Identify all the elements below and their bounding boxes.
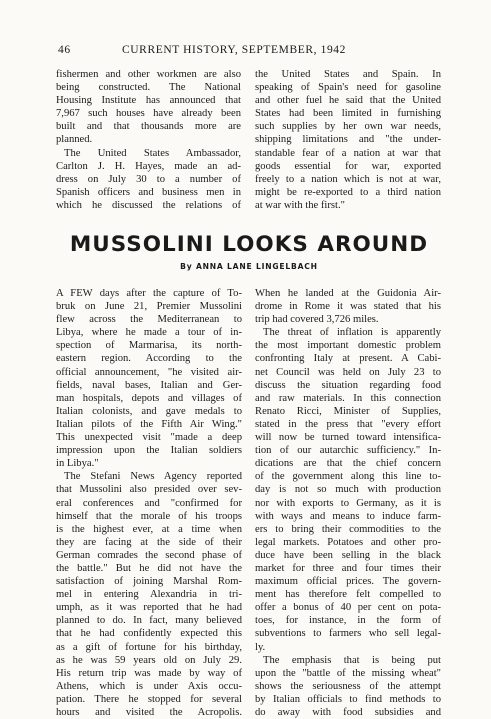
- text-line: eastern region. According to the: [56, 353, 242, 365]
- text-line: Renato Ricci, Minister of Supplies,: [255, 405, 441, 417]
- journal-header: CURRENT HISTORY, SEPTEMBER, 1942: [122, 44, 347, 56]
- text-line: the most important domestic problem: [255, 340, 441, 352]
- text-line: Housing Institute has announced that: [56, 95, 241, 107]
- text-line: discuss the situation regarding food: [255, 379, 441, 391]
- text-line: freely to a nation which is not at war,: [255, 173, 441, 185]
- text-line: planned to do. In fact, many believed: [56, 615, 242, 627]
- text-line: pation. There he stopped for several: [56, 693, 242, 705]
- text-line: mel in entering Alexandria in tri-: [56, 589, 242, 601]
- text-line: fishermen and other workmen are also: [56, 69, 241, 80]
- text-line: which he discussed the relations of: [56, 199, 241, 211]
- article-left-column: [56, 287, 242, 719]
- text-line: the battle." But he did not have the: [56, 562, 242, 574]
- page-number: 46: [58, 44, 71, 56]
- text-line: with ways and means to induce farm-: [255, 510, 441, 522]
- text-line: subventions to farmers who sell legal-: [255, 628, 441, 640]
- text-line: The threat of inflation is apparently: [263, 327, 441, 339]
- text-line: and raw materials. In this connection: [255, 392, 441, 404]
- text-line: A FEW days after the capture of To-: [56, 288, 242, 299]
- text-line: satisfaction of joining Marshal Rom-: [56, 576, 242, 588]
- text-line: hours and visited the Acropolis.: [56, 707, 242, 718]
- text-line: speaking of Spain's need for gasoline: [255, 82, 441, 94]
- text-line: States had been limited in furnishing: [255, 108, 441, 120]
- text-line: day is not so much with production: [255, 484, 441, 496]
- article-title: MUSSOLINI LOOKS AROUND: [69, 232, 429, 257]
- text-line: His return trip was made by way of: [56, 667, 242, 679]
- text-line: as he was 59 years old on July 29.: [56, 654, 242, 666]
- text-line: of the government along this line to-: [255, 471, 441, 483]
- text-line: by Italian officials to find methods to: [255, 693, 441, 705]
- text-line: trip had covered 3,726 miles.: [255, 314, 379, 326]
- text-line: built and that thousands more are: [56, 121, 241, 133]
- text-line: standable fear of a nation at war that: [255, 147, 441, 159]
- text-line: will now be turned toward intensifica-: [255, 432, 441, 444]
- text-line: The emphasis that is being put: [263, 654, 441, 666]
- text-line: being constructed. The National: [56, 82, 241, 94]
- text-line: shows the seriousness of the attempt: [255, 680, 441, 692]
- text-line: flew across the Mediterranean to: [56, 314, 242, 326]
- text-line: that Mussolini also presided over sev-: [56, 484, 242, 496]
- text-line: ment has therefore felt compelled to: [255, 589, 441, 601]
- text-line: stated in the press that "every effort: [255, 418, 441, 430]
- text-line: The Stefani News Agency reported: [64, 471, 242, 483]
- text-line: at war with the first.": [255, 199, 345, 211]
- text-line: planned.: [56, 134, 93, 146]
- running-head: [58, 44, 435, 60]
- top-right-column: [255, 68, 441, 212]
- text-line: the United States and Spain. In: [255, 69, 441, 80]
- text-line: in Libya.": [56, 458, 99, 470]
- text-line: nor with exports to Germany, as it is: [255, 497, 441, 509]
- text-line: toes, for instance, in the form of: [255, 615, 441, 627]
- text-line: market for three and four times their: [255, 562, 441, 574]
- text-line: legal markets. Potatoes and other pro-: [255, 536, 441, 548]
- article-right-column: [255, 287, 441, 719]
- text-line: tion of our autarchic sufficiency." In-: [255, 445, 441, 457]
- article-byline: By ANNA LANE LINGELBACH: [180, 262, 318, 271]
- text-line: 7,967 such houses have already been: [56, 108, 241, 120]
- text-line: dress on July 30 to a number of: [56, 173, 241, 185]
- text-line: Carlton J. H. Hayes, made an ad-: [56, 160, 241, 172]
- top-left-column: [56, 68, 241, 212]
- text-line: Italian pilots of the Fifth Air Wing.": [56, 418, 242, 430]
- text-line: and other fuel he said that the United: [255, 95, 441, 107]
- text-line: drome in Rome it was stated that his: [255, 301, 441, 313]
- text-line: maximum official prices. The govern-: [255, 576, 441, 588]
- text-line: The United States Ambassador,: [64, 147, 241, 159]
- text-line: Spanish officers and business men in: [56, 186, 241, 198]
- text-line: spection of Marmarisa, its north-: [56, 340, 242, 352]
- text-line: is the highest ever, at a time when: [56, 523, 242, 535]
- text-line: such supplies by her own war needs,: [255, 121, 441, 133]
- text-line: as a gift of fortune for his birthday,: [56, 641, 242, 653]
- text-line: official announcement, "he visited air-: [56, 366, 242, 378]
- text-line: goods essential for war, exported: [255, 160, 441, 172]
- text-line: When he landed at the Guidonia Air-: [255, 288, 441, 299]
- text-line: might be re-exported to a third nation: [255, 186, 441, 198]
- text-line: confronting Italy at present. A Cabi-: [255, 353, 441, 365]
- text-line: dications are that the chief concern: [255, 458, 441, 470]
- text-line: offer a bonus of 40 per cent on pota-: [255, 602, 441, 614]
- text-line: man hospitals, depots and villages of: [56, 392, 242, 404]
- text-line: umph, as it was reported that he had: [56, 602, 242, 614]
- text-line: Libya, where he made a tour of in-: [56, 327, 242, 339]
- text-line: net Council was held on July 23 to: [255, 366, 441, 378]
- text-line: shipping limitations and "the under-: [255, 134, 441, 146]
- text-line: impression upon the Italian soldiers: [56, 445, 242, 457]
- text-line: This unexpected visit "made a deep: [56, 432, 242, 444]
- text-line: they are facing at the side of their: [56, 536, 242, 548]
- text-line: eral conferences and "confirmed for: [56, 497, 242, 509]
- text-line: ers to bring their commodities to the: [255, 523, 441, 535]
- text-line: duce have been selling in the black: [255, 549, 441, 561]
- text-line: do away with food subsidies and: [255, 707, 441, 718]
- text-line: ly.: [255, 641, 266, 653]
- text-line: bruk on June 21, Premier Mussolini: [56, 301, 242, 313]
- text-line: that he had confidently expected this: [56, 628, 242, 640]
- text-line: Athens, which is under Axis occu-: [56, 680, 242, 692]
- text-line: German comrades the second phase of: [56, 549, 242, 561]
- text-line: Italian colonists, and gave medals to: [56, 405, 242, 417]
- text-line: himself that the morale of his troops: [56, 510, 242, 522]
- text-line: upon the "battle of the missing wheat": [255, 667, 441, 679]
- text-line: fields, naval bases, Italian and Ger-: [56, 379, 242, 391]
